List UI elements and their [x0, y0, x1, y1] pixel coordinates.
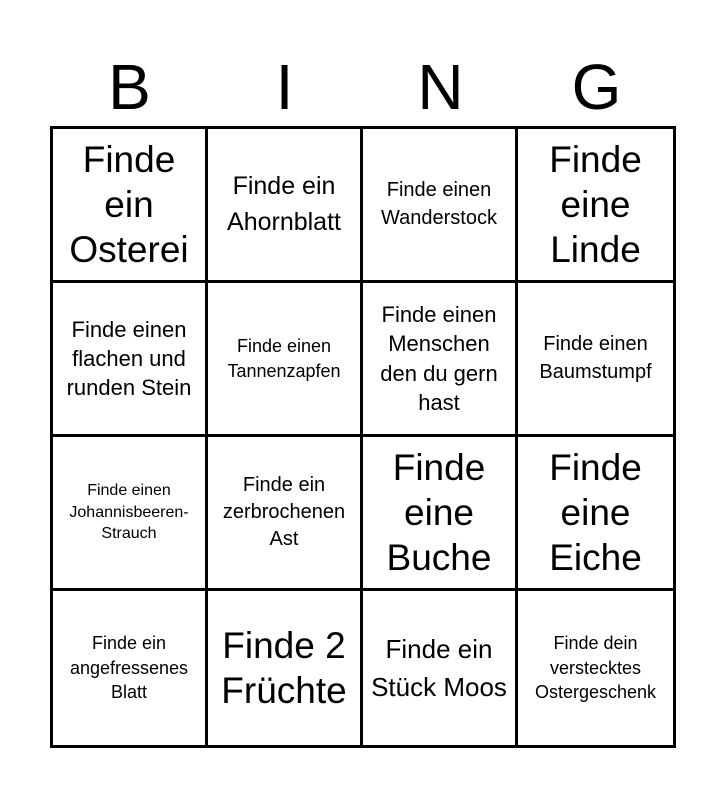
bingo-cell-text: Finde einen Menschen den du gern hast	[380, 302, 498, 415]
bingo-cell-text: Finde einen Baumstumpf	[539, 333, 652, 383]
bingo-cell-text: Finde ein angefressenes Blatt	[69, 633, 189, 703]
bingo-cell[interactable]	[518, 283, 673, 437]
bingo-cell-text: Finde ein Osterei	[69, 138, 189, 271]
bingo-cell-text: Finde 2 Früchte	[221, 624, 347, 711]
bingo-cell[interactable]	[363, 437, 518, 591]
bingo-cell[interactable]	[53, 129, 208, 283]
bingo-cell-text: Finde dein verstecktes Ostergeschenk	[534, 633, 657, 703]
bingo-cell-text: Finde einen flachen und runden Stein	[66, 316, 192, 401]
bingo-cell-text: Finde einen Johannisbeeren-Strauch	[69, 481, 189, 543]
header-letter-i: I	[275, 51, 294, 123]
bingo-cell[interactable]	[208, 437, 363, 591]
header-letter-n: N	[417, 51, 464, 123]
bingo-cell-text: Finde eine Eiche	[549, 446, 642, 579]
bingo-card	[50, 126, 676, 748]
bingo-cell-text: Finde ein Ahornblatt	[227, 172, 341, 236]
bingo-cell[interactable]	[208, 591, 363, 745]
bingo-cell[interactable]	[208, 129, 363, 283]
bingo-cell-text: Finde einen Wanderstock	[381, 179, 497, 229]
bingo-cell[interactable]	[363, 283, 518, 437]
bingo-cell[interactable]	[518, 591, 673, 745]
bingo-cell[interactable]	[518, 129, 673, 283]
bingo-cell[interactable]	[53, 283, 208, 437]
bingo-cell[interactable]	[518, 437, 673, 591]
bingo-cell-text: Finde einen Tannenzapfen	[227, 336, 341, 381]
bingo-cell-text: Finde eine Linde	[549, 138, 642, 271]
bingo-cell[interactable]	[208, 283, 363, 437]
bingo-cell[interactable]	[363, 129, 518, 283]
bingo-cell[interactable]	[53, 591, 208, 745]
bingo-cell[interactable]	[53, 437, 208, 591]
bingo-cell-text: Finde ein zerbrochenen Ast	[222, 473, 346, 551]
header-letter-g: G	[571, 51, 622, 123]
bingo-cell-text: Finde eine Buche	[386, 446, 492, 579]
header-letter-b: B	[108, 51, 151, 123]
bingo-cell-text: Finde ein Stück Moos	[371, 633, 507, 702]
bingo-cell[interactable]	[363, 591, 518, 745]
bingo-header	[52, 52, 674, 122]
